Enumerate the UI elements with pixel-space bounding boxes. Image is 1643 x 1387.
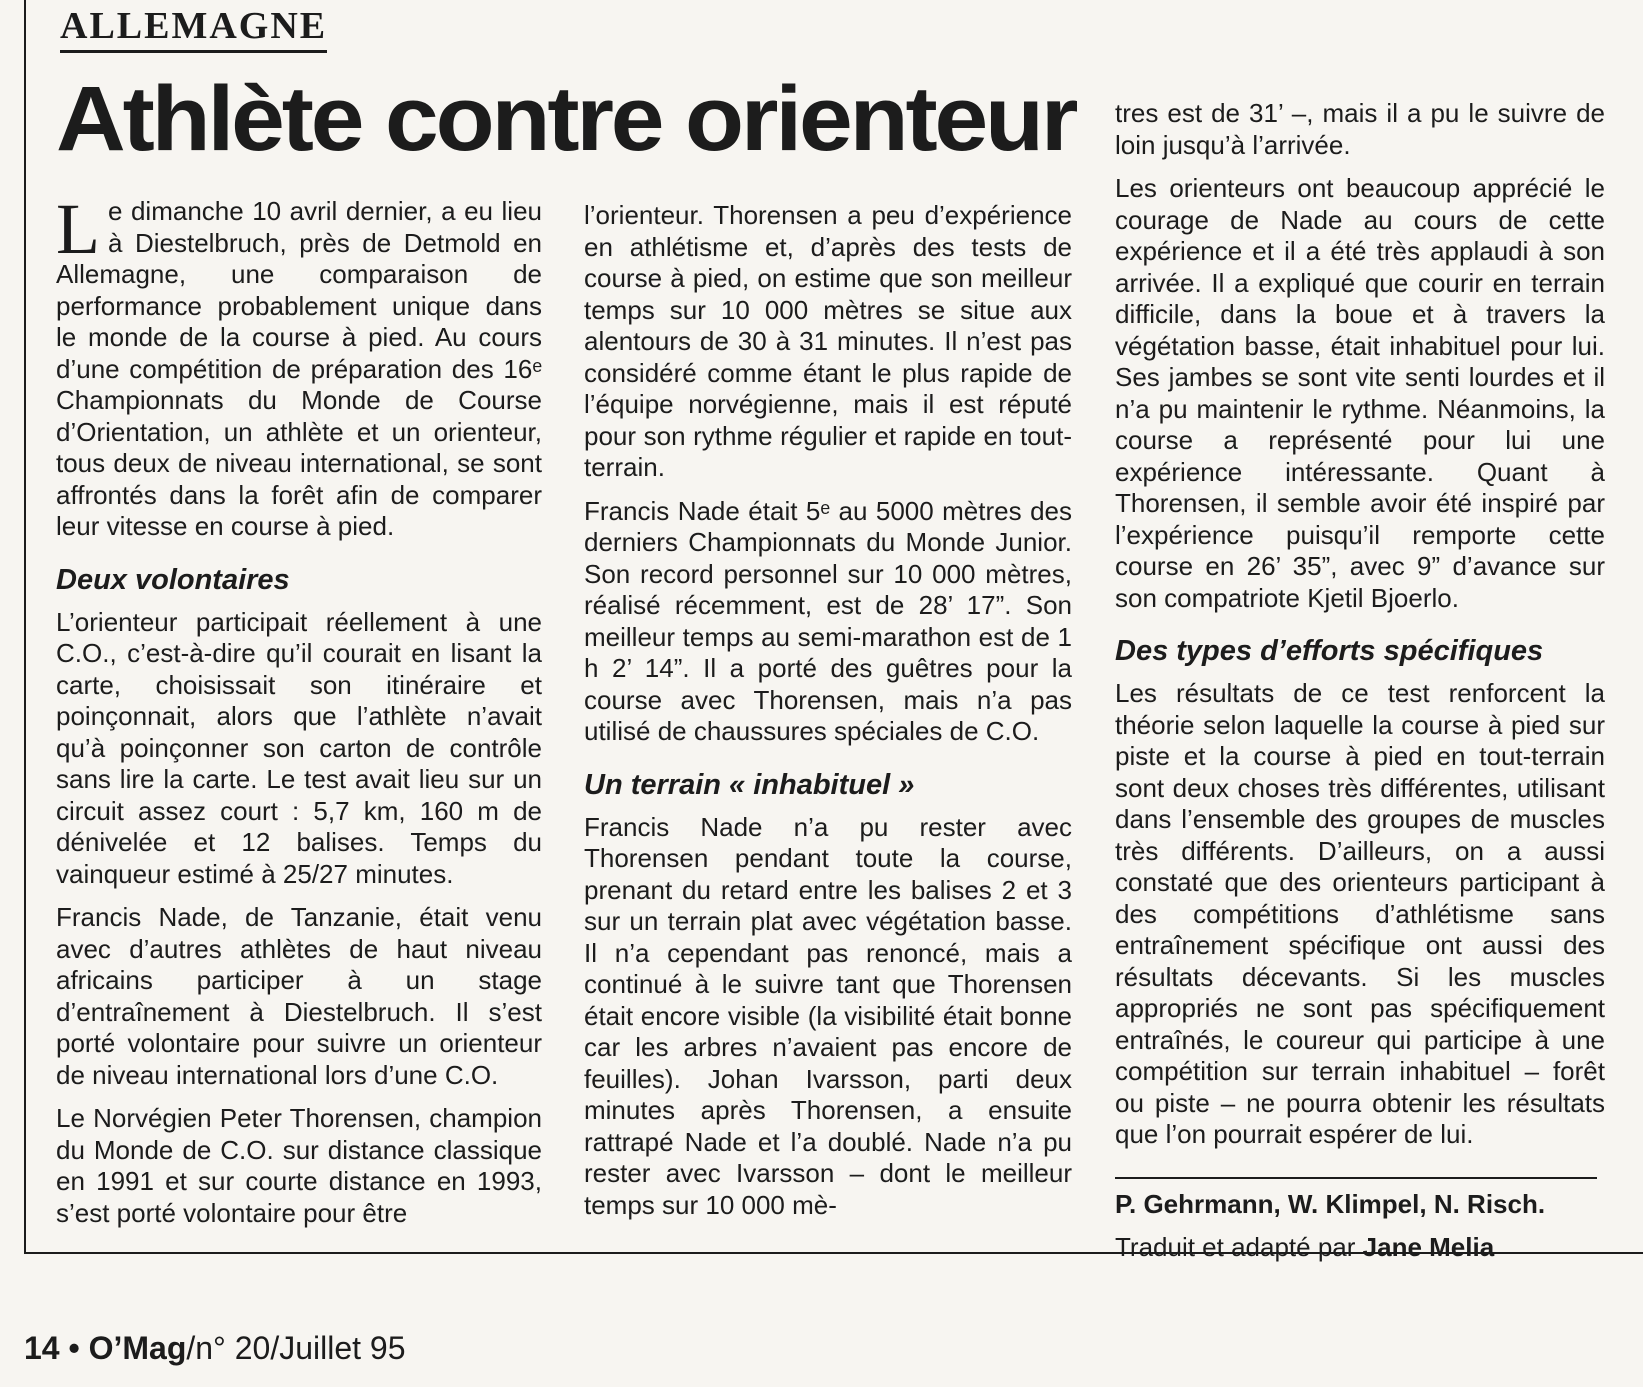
paragraph: Francis Nade, de Tanzanie, était venu avec d’autres athlètes de haut niveau africains participer à un stage d’entraînement à Diestelbruch. Il s’est porté volontaire pour suivre un orienteur de niveau international lors d’une C.O. bbox=[56, 902, 542, 1090]
article-title: Athlète contre orienteur bbox=[56, 68, 1076, 170]
column-1 bbox=[56, 189, 542, 1236]
paragraph: tres est de 31’ –, mais il a pu le suivre de loin jusqu’à l’arrivée. bbox=[1115, 98, 1605, 160]
intro-paragraph: Le dimanche 10 avril dernier, a eu lieu à Diestelbruch, près de Detmold en Allemagne, une comparaison de performance probablement unique dans le monde de la course à pied. Au cours d’une compétition de préparation des 16ᵉ Championnats du Monde de Course d’Orientation, un athlète et un orienteur, tous deux de niveau international, se sont affrontés dans la forêt afin de comparer leur vitesse en course à pied. bbox=[56, 189, 542, 541]
paragraph: Les orienteurs ont beaucoup apprécié le courage de Nade au cours de cette expérience et il a été très applaudi à son arrivée. Il a expliqué que courir en terrain difficile, dans la boue et à travers la végétation basse, était inhabituel pour lui. Ses jambes se sont vite senti lourdes et il n’a pu maintenir le rythme. Néanmoins, la course a représenté pour lui une expérience intéressante. Quant à Thorensen, il semble avoir été inspiré par l’expérience puisqu’il remporte cette course en 26’ 35”, avec 9” d’avance sur son compatriote Kjetil Bjoerlo. bbox=[1115, 173, 1605, 613]
paragraph: l’orienteur. Thorensen a peu d’expérience en athlétisme et, d’après des tests de course à pied, on estime que son meilleur temps sur 10 000 mètres se situe aux alentours de 30 à 31 minutes. Il n’est pas considéré comme étant le plus rapide de l’équipe norvégienne, mais il est réputé pour son rythme régulier et rapide en tout-terrain. bbox=[584, 200, 1072, 482]
translator-credit: Traduit et adapté par Jane Melia bbox=[1115, 1232, 1495, 1262]
paragraph: Francis Nade était 5ᵉ au 5000 mètres des derniers Championnats du Monde Junior. Son record personnel sur 10 000 mètres, réalisé récemment, est de 28’ 17”. Son meilleur temps au semi-marathon est de 1 h 2’ 14”. Il a porté des guêtres pour la course avec Thorensen, mais n’a pas utilisé de chaussures spéciales de C.O. bbox=[584, 495, 1072, 746]
issue-info: /n° 20/Juillet 95 bbox=[186, 1330, 406, 1366]
page-footer bbox=[24, 1328, 406, 1368]
subheading-deux-volontaires: Deux volontaires bbox=[56, 563, 290, 596]
subheading-terrain-inhabituel: Un terrain « inhabituel » bbox=[584, 768, 915, 801]
drop-cap: L bbox=[56, 189, 100, 269]
paragraph: Les résultats de ce test renforcent la théorie selon laquelle la course à pied sur piste et la course à pied en tout-terrain sont deux choses très différentes, utilisant dans l’ensemble des groupes de muscles très différents. D’ailleurs, on a aussi constaté que des orienteurs participant à des compétitions d’athlétisme sans entraînement spécifique ont aussi des résultats décevants. Si les muscles appropriés ne sont pas spécifiquement entraînés, le coureur qui participe à une compétition sur terrain inhabituel – forêt ou piste – ne pourra obtenir les résultats que l’on pourrait espérer de lui. bbox=[1115, 678, 1605, 1149]
paragraph: Le Norvégien Peter Thorensen, champion du Monde de C.O. sur distance classique en 1991 et sur courte distance en 1993, s’est porté volontaire pour être bbox=[56, 1103, 542, 1228]
authors: P. Gehrmann, W. Klimpel, N. Risch. bbox=[1115, 1188, 1546, 1219]
section-label: ALLEMAGNE bbox=[60, 4, 327, 53]
page-number: 14 • O’Mag bbox=[24, 1330, 187, 1366]
paragraph: L’orienteur participait réellement à une C.O., c’est-à-dire qu’il courait en lisant la carte, choisissait son itinéraire et poinçonnait, alors que l’athlète n’avait qu’à poinçonner son carton de contrôle sans lire la carte. Le test avait lieu sur un circuit assez court : 5,7 km, 160 m de dénivelée et 12 balises. Temps du vainqueur estimé à 25/27 minutes. bbox=[56, 606, 542, 889]
translator-name: Jane Melia bbox=[1362, 1232, 1495, 1262]
paragraph: Francis Nade n’a pu rester avec Thorensen pendant toute la course, prenant du retard entre les balises 2 et 3 sur un terrain plat avec végétation basse. Il n’a cependant pas renoncé, mais a continué à le suivre tant que Thorensen était encore visible (la visibilité était bonne car les arbres n’avaient pas encore de feuilles). Johan Ivarsson, parti deux minutes après Thorensen, a ensuite rattrapé Nade et l’a doublé. Nade n’a pu rester avec Ivarsson – dont le meilleur temps sur 10 000 mè- bbox=[584, 811, 1072, 1220]
subheading-types-efforts: Des types d’efforts spécifiques bbox=[1115, 635, 1544, 667]
column-2 bbox=[584, 200, 1072, 1240]
signature-divider bbox=[1115, 1177, 1597, 1179]
column-3 bbox=[1115, 98, 1605, 1262]
